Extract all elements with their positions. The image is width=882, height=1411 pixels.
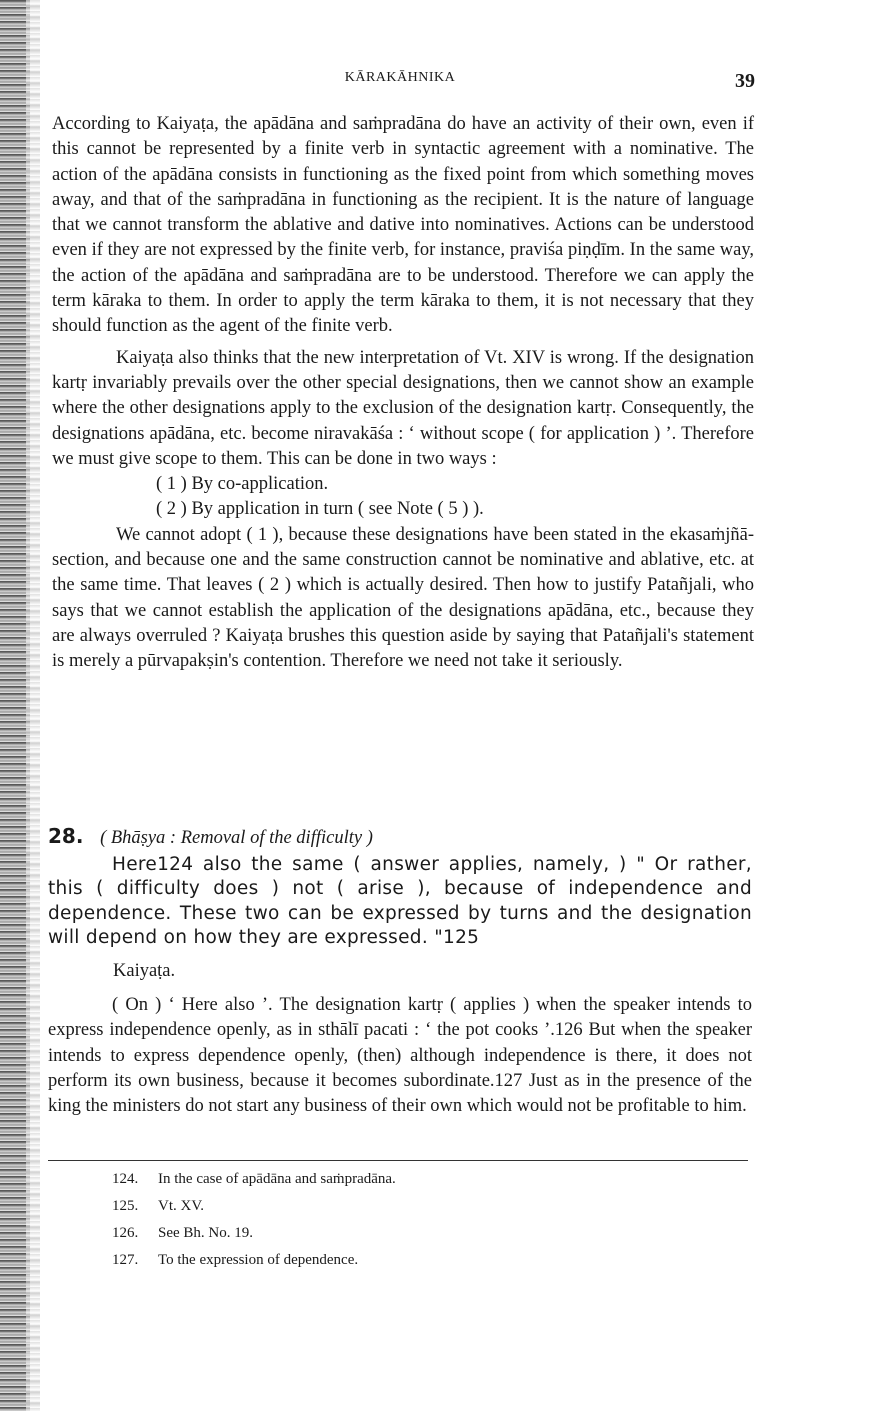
footnote-item: 124. In the case of apādāna and saṁpradāna. xyxy=(112,1171,396,1187)
kaiyata-commentary xyxy=(48,993,752,1119)
running-header: KĀRAKĀHNIKA xyxy=(344,70,456,85)
footnotes xyxy=(112,1166,396,1274)
footnote-item: 125. Vt. XV. xyxy=(112,1198,204,1214)
section-title: ( Bhāṣya : Removal of the difficulty ) xyxy=(100,828,373,848)
paragraph-cannot-adopt: We cannot adopt ( 1 ), because these designations have been stated in the ekasaṁjñā-section, and because one and the same construction cannot be nominative and ablative, etc. at the same time. That leaves ( 2 ) which is actually desired. Then how to justify Patañjali, who says that we cannot establish the application of the designations apādāna, etc., because they are always overruled ? Kaiyaṭa brushes this question aside by saying that Patañjali's statement is merely a pūrvapakṣin's contention. Therefore we need not take it seriously. xyxy=(52,524,754,672)
bhasya-text: Here124 also the same ( answer applies, namely, ) " Or rather, this ( difficulty does ) not ( arise ), because of independence and dependence. These two can be expressed by turns and the designation will depend on how they are expressed. "125 xyxy=(48,854,752,949)
section-heading xyxy=(48,824,754,849)
scan-edge-speckle xyxy=(26,0,40,1411)
list-item-co-application: ( 1 ) By co-application. xyxy=(156,474,329,495)
kaiyata-text: ( On ) ‘ Here also ’. The designation kartṛ ( applies ) when the speaker intends to express independence openly, as in sthālī pacati : ‘ the pot cooks ’.126 But when the speaker intends to express dependence openly, (then) although independence is there, it does not perform its own business, because it becomes subordinate.127 Just as in the presence of the king the ministers do not start any business of their own which would not be profitable to him. xyxy=(48,995,752,1117)
footnote-item: 126. See Bh. No. 19. xyxy=(112,1225,253,1241)
kaiyata-label: Kaiyaṭa. xyxy=(113,961,176,981)
paragraph-kaiyata-activity: According to Kaiyaṭa, the apādāna and saṁpradāna do have an activity of their own, even if this cannot be represented by a finite verb in syntactic agreement with a nominative. The action of the apādāna consists in functioning as the fixed point from which something moves away, and that of the saṁpradāna in functioning as the recipient. It is the nature of language that we cannot transform the ablative and dative into nominatives. Actions can be understood even if they are not expressed by the finite verb, for instance, praviśa piṇḍīm. In the same way, the action of the apādāna and saṁpradāna are to be understood. Therefore we can apply the term kāraka to them. In order to apply the term kāraka to them, it is not necessary that they should function as the agent of the finite verb. xyxy=(52,114,754,337)
footnote-item: 127. To the expression of dependence. xyxy=(112,1252,359,1268)
paragraph-new-interpretation: Kaiyaṭa also thinks that the new interpretation of Vt. XIV is wrong. If the designation kartṛ invariably prevails over the other special designations, then we cannot show an example where the other designations apply to the exclusion of the designation kartṛ. Consequently, the designations apādāna, etc. become niravakāśa : ‘ without scope ( for application ) ’. Therefore we must give scope to them. This can be done in two ways : xyxy=(52,347,754,469)
body-text-top xyxy=(52,112,754,675)
section-number: 28. xyxy=(48,824,84,848)
list-item-application-in-turn: ( 2 ) By application in turn ( see Note ( 5 ) ). xyxy=(156,499,484,520)
bhasya-block xyxy=(48,853,752,951)
footnote-divider xyxy=(48,1160,748,1161)
page-number: 39 xyxy=(735,70,755,92)
